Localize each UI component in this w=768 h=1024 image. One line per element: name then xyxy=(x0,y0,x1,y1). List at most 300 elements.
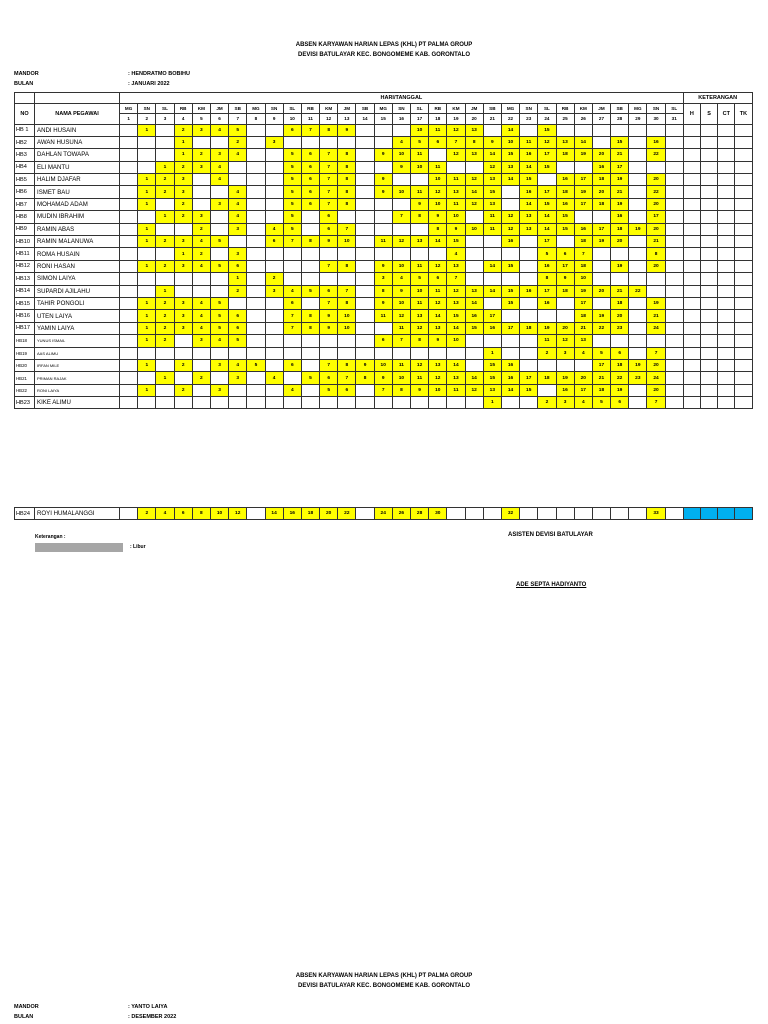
empty-day-cell xyxy=(265,211,283,223)
attendance-mark: 8 xyxy=(411,335,429,347)
empty-day-cell xyxy=(283,136,301,148)
employee-row xyxy=(15,273,753,285)
keterangan-cell xyxy=(735,136,752,148)
attendance-mark: 1 xyxy=(138,124,156,136)
empty-day-cell xyxy=(247,149,265,161)
employee-name: AWAN HUSUNA xyxy=(35,136,120,148)
empty-day-cell xyxy=(556,161,574,173)
employee-no: HB 1 xyxy=(15,124,35,136)
empty-day-cell xyxy=(301,347,319,359)
keterangan-cell xyxy=(718,273,735,285)
keterangan-cell xyxy=(718,285,735,297)
attendance-mark: 5 xyxy=(283,223,301,235)
empty-day-cell xyxy=(611,335,629,347)
empty-day-cell xyxy=(120,186,138,198)
empty-day-cell xyxy=(629,297,647,309)
attendance-mark: 10 xyxy=(338,310,356,322)
attendance-mark: 4 xyxy=(283,285,301,297)
empty-day-cell xyxy=(501,397,519,409)
empty-day-cell xyxy=(301,384,319,396)
attendance-mark: 1 xyxy=(483,397,501,409)
attendance-mark: 12 xyxy=(447,149,465,161)
attendance-mark: 18 xyxy=(574,260,592,272)
empty-day-cell xyxy=(356,198,374,210)
empty-day-cell xyxy=(574,211,592,223)
empty-day-cell xyxy=(665,384,683,396)
attendance-mark: 18 xyxy=(592,174,610,186)
keterangan-cell xyxy=(718,372,735,384)
employee-name: ROYI HUMALANGGI xyxy=(35,508,120,520)
attendance-mark: 3 xyxy=(265,285,283,297)
attendance-mark: 18 xyxy=(301,508,319,520)
empty-day-cell xyxy=(210,223,228,235)
employee-no: HB24 xyxy=(15,508,35,520)
employee-row xyxy=(15,174,753,186)
attendance-mark: 2 xyxy=(156,335,174,347)
keterangan-cell xyxy=(683,260,700,272)
attendance-mark: 10 xyxy=(338,322,356,334)
employee-name: HALIM DJAFAR xyxy=(35,174,120,186)
attendance-mark: 6 xyxy=(429,273,447,285)
keterangan-cell xyxy=(701,372,718,384)
empty-day-cell xyxy=(301,397,319,409)
header-day-name: SL xyxy=(156,103,174,114)
empty-day-cell xyxy=(247,384,265,396)
empty-day-cell xyxy=(120,508,138,520)
document-title-2: ABSEN KARYAWAN HARIAN LEPAS (KHL) PT PALMA GROUP xyxy=(295,973,473,979)
attendance-mark: 3 xyxy=(229,372,247,384)
attendance-mark: 7 xyxy=(338,223,356,235)
empty-day-cell xyxy=(356,124,374,136)
attendance-mark: 16 xyxy=(501,359,519,371)
empty-day-cell xyxy=(356,347,374,359)
attendance-mark: 16 xyxy=(556,174,574,186)
empty-day-cell xyxy=(556,236,574,248)
attendance-mark: 13 xyxy=(483,384,501,396)
empty-day-cell xyxy=(356,136,374,148)
empty-day-cell xyxy=(229,347,247,359)
empty-day-cell xyxy=(411,223,429,235)
empty-day-cell xyxy=(665,297,683,309)
attendance-mark: 9 xyxy=(429,211,447,223)
attendance-mark: 1 xyxy=(174,149,192,161)
attendance-mark: 16 xyxy=(611,211,629,223)
empty-day-cell xyxy=(120,322,138,334)
header-date: 17 xyxy=(411,114,429,125)
attendance-mark: 13 xyxy=(483,198,501,210)
empty-day-cell xyxy=(392,124,410,136)
keterangan-cell xyxy=(683,174,700,186)
keterangan-cell xyxy=(683,397,700,409)
attendance-mark: 9 xyxy=(374,149,392,161)
empty-day-cell xyxy=(174,273,192,285)
empty-day-cell xyxy=(247,335,265,347)
empty-day-cell xyxy=(120,285,138,297)
keterangan-cell xyxy=(718,397,735,409)
empty-day-cell xyxy=(247,248,265,260)
attendance-mark: 18 xyxy=(592,198,610,210)
attendance-mark: 21 xyxy=(647,310,665,322)
empty-day-cell xyxy=(356,260,374,272)
empty-day-cell xyxy=(538,384,556,396)
header-day-name: SL xyxy=(665,103,683,114)
empty-day-cell xyxy=(465,260,483,272)
header-date: 13 xyxy=(338,114,356,125)
empty-day-cell xyxy=(265,310,283,322)
attendance-mark: 2 xyxy=(156,186,174,198)
empty-day-cell xyxy=(283,397,301,409)
attendance-mark: 18 xyxy=(520,322,538,334)
empty-day-cell xyxy=(301,297,319,309)
empty-day-cell xyxy=(520,124,538,136)
employee-name: RONI HASAN xyxy=(35,260,120,272)
empty-day-cell xyxy=(429,248,447,260)
attendance-mark: 8 xyxy=(301,310,319,322)
empty-day-cell xyxy=(647,285,665,297)
header-date: 3 xyxy=(156,114,174,125)
attendance-mark: 5 xyxy=(283,161,301,173)
attendance-mark: 21 xyxy=(574,322,592,334)
empty-day-cell xyxy=(156,124,174,136)
empty-day-cell xyxy=(520,397,538,409)
attendance-mark: 17 xyxy=(538,236,556,248)
header-day-name: MG xyxy=(120,103,138,114)
header-day-name: RB xyxy=(174,103,192,114)
empty-day-cell xyxy=(574,508,592,520)
attendance-mark: 1 xyxy=(138,384,156,396)
attendance-mark: 17 xyxy=(538,186,556,198)
empty-day-cell xyxy=(520,248,538,260)
header-date: 18 xyxy=(429,114,447,125)
employee-no: HB2 xyxy=(15,136,35,148)
bulan-value: : JANUARI 2022 xyxy=(128,81,170,87)
attendance-mark: 3 xyxy=(174,186,192,198)
empty-day-cell xyxy=(411,174,429,186)
employee-row xyxy=(15,310,753,322)
attendance-mark: 13 xyxy=(429,359,447,371)
empty-day-cell xyxy=(265,124,283,136)
empty-day-cell xyxy=(538,310,556,322)
header-nama-pegawai: NAMA PEGAWAI xyxy=(35,103,120,124)
keterangan-cell xyxy=(718,322,735,334)
empty-day-cell xyxy=(392,347,410,359)
attendance-mark: 12 xyxy=(501,211,519,223)
attendance-mark: 8 xyxy=(338,149,356,161)
attendance-mark: 14 xyxy=(501,124,519,136)
attendance-mark: 13 xyxy=(447,186,465,198)
attendance-mark: 3 xyxy=(174,322,192,334)
attendance-mark: 21 xyxy=(611,149,629,161)
empty-day-cell xyxy=(629,149,647,161)
attendance-mark: 3 xyxy=(192,161,210,173)
header-date: 10 xyxy=(283,114,301,125)
attendance-mark: 17 xyxy=(574,174,592,186)
attendance-mark: 12 xyxy=(411,359,429,371)
empty-day-cell xyxy=(429,149,447,161)
attendance-mark: 4 xyxy=(156,508,174,520)
empty-day-cell xyxy=(629,248,647,260)
header-date: 27 xyxy=(592,114,610,125)
attendance-mark: 10 xyxy=(411,161,429,173)
attendance-mark: 21 xyxy=(647,236,665,248)
attendance-mark: 10 xyxy=(429,198,447,210)
attendance-mark: 2 xyxy=(174,384,192,396)
empty-day-cell xyxy=(665,248,683,260)
header-day-name: SB xyxy=(229,103,247,114)
attendance-mark: 3 xyxy=(174,174,192,186)
empty-day-cell xyxy=(265,186,283,198)
keterangan-cell xyxy=(718,136,735,148)
bulan-value-2: : DESEMBER 2022 xyxy=(128,1014,177,1020)
header-ket-tk: TK xyxy=(735,103,752,124)
attendance-mark: 2 xyxy=(538,347,556,359)
employee-name: YUNUS ISMAIL xyxy=(35,335,120,347)
attendance-mark: 19 xyxy=(574,149,592,161)
keterangan-cell xyxy=(718,310,735,322)
keterangan-cell xyxy=(683,372,700,384)
empty-day-cell xyxy=(156,198,174,210)
empty-day-cell xyxy=(611,273,629,285)
attendance-mark: 1 xyxy=(138,297,156,309)
attendance-mark: 18 xyxy=(556,149,574,161)
attendance-mark: 10 xyxy=(374,359,392,371)
attendance-mark: 33 xyxy=(647,508,665,520)
empty-day-cell xyxy=(138,136,156,148)
attendance-mark: 7 xyxy=(320,161,338,173)
attendance-mark: 3 xyxy=(374,273,392,285)
mandor-value: : HENDRATMO BOBIHU xyxy=(128,71,190,77)
attendance-mark: 23 xyxy=(629,372,647,384)
keterangan-cell xyxy=(718,198,735,210)
attendance-mark: 4 xyxy=(210,161,228,173)
attendance-mark: 6 xyxy=(229,260,247,272)
attendance-mark: 11 xyxy=(483,223,501,235)
empty-day-cell xyxy=(265,347,283,359)
empty-day-cell xyxy=(192,384,210,396)
attendance-mark: 15 xyxy=(501,149,519,161)
empty-day-cell xyxy=(629,273,647,285)
empty-day-cell xyxy=(192,198,210,210)
attendance-mark: 15 xyxy=(447,310,465,322)
employee-no: HB10 xyxy=(15,236,35,248)
empty-day-cell xyxy=(483,273,501,285)
employee-row xyxy=(15,161,753,173)
attendance-mark: 15 xyxy=(501,297,519,309)
employee-no: HB20 xyxy=(15,359,35,371)
empty-day-cell xyxy=(156,149,174,161)
empty-day-cell xyxy=(592,335,610,347)
attendance-mark: 15 xyxy=(520,384,538,396)
attendance-mark: 16 xyxy=(520,285,538,297)
attendance-mark: 11 xyxy=(411,372,429,384)
attendance-mark: 9 xyxy=(429,335,447,347)
empty-day-cell xyxy=(447,508,465,520)
attendance-mark: 4 xyxy=(447,248,465,260)
keterangan-cell xyxy=(683,236,700,248)
employee-no: HB19 xyxy=(15,347,35,359)
empty-day-cell xyxy=(574,359,592,371)
keterangan-cell xyxy=(683,384,700,396)
attendance-mark: 4 xyxy=(229,149,247,161)
attendance-mark: 1 xyxy=(156,285,174,297)
header-date: 14 xyxy=(356,114,374,125)
attendance-mark: 3 xyxy=(192,211,210,223)
empty-day-cell xyxy=(356,335,374,347)
empty-day-cell xyxy=(465,397,483,409)
attendance-mark: 12 xyxy=(538,136,556,148)
attendance-mark: 11 xyxy=(411,297,429,309)
empty-day-cell xyxy=(520,310,538,322)
attendance-mark: 15 xyxy=(501,285,519,297)
header-date: 9 xyxy=(265,114,283,125)
keterangan-cell xyxy=(718,359,735,371)
attendance-mark: 4 xyxy=(192,236,210,248)
empty-day-cell xyxy=(229,397,247,409)
attendance-mark: 17 xyxy=(647,211,665,223)
empty-day-cell xyxy=(520,236,538,248)
attendance-mark: 2 xyxy=(229,285,247,297)
attendance-mark: 10 xyxy=(447,211,465,223)
keterangan-cell xyxy=(718,236,735,248)
attendance-mark: 11 xyxy=(411,186,429,198)
employee-name: TAHIR PONGOLI xyxy=(35,297,120,309)
attendance-mark: 19 xyxy=(574,186,592,198)
empty-day-cell xyxy=(520,335,538,347)
header-day-name: SL xyxy=(283,103,301,114)
attendance-mark: 6 xyxy=(320,372,338,384)
header-day-name: RB xyxy=(556,103,574,114)
empty-day-cell xyxy=(374,136,392,148)
empty-day-cell xyxy=(592,260,610,272)
header-ket-ct: CT xyxy=(718,103,735,124)
empty-day-cell xyxy=(174,335,192,347)
attendance-mark: 5 xyxy=(538,248,556,260)
attendance-mark: 19 xyxy=(611,384,629,396)
attendance-mark: 11 xyxy=(447,384,465,396)
empty-day-cell xyxy=(338,248,356,260)
attendance-mark: 1 xyxy=(229,273,247,285)
empty-day-cell xyxy=(210,211,228,223)
attendance-mark: 6 xyxy=(283,297,301,309)
attendance-mark: 10 xyxy=(392,297,410,309)
empty-day-cell xyxy=(247,223,265,235)
attendance-mark: 11 xyxy=(374,236,392,248)
empty-day-cell xyxy=(611,124,629,136)
empty-day-cell xyxy=(665,174,683,186)
attendance-mark: 11 xyxy=(429,124,447,136)
attendance-mark: 12 xyxy=(465,174,483,186)
header-date: 15 xyxy=(374,114,392,125)
attendance-mark: 8 xyxy=(647,248,665,260)
header-day-name: SN xyxy=(647,103,665,114)
empty-day-cell xyxy=(265,384,283,396)
employee-no: HB16 xyxy=(15,310,35,322)
empty-day-cell xyxy=(665,397,683,409)
empty-day-cell xyxy=(501,198,519,210)
attendance-mark: 17 xyxy=(574,297,592,309)
attendance-mark: 15 xyxy=(611,136,629,148)
header-day-name: KM xyxy=(447,103,465,114)
header-day-name: KM xyxy=(320,103,338,114)
employee-name: UTEN LAIYA xyxy=(35,310,120,322)
empty-day-cell xyxy=(447,347,465,359)
keterangan-cell xyxy=(718,260,735,272)
attendance-mark: 24 xyxy=(374,508,392,520)
attendance-mark: 4 xyxy=(392,273,410,285)
attendance-mark: 17 xyxy=(483,310,501,322)
attendance-mark: 9 xyxy=(483,136,501,148)
attendance-mark: 6 xyxy=(174,508,192,520)
attendance-mark: 10 xyxy=(429,174,447,186)
empty-day-cell xyxy=(392,397,410,409)
attendance-mark: 20 xyxy=(574,372,592,384)
keterangan-cell xyxy=(701,285,718,297)
empty-day-cell xyxy=(210,248,228,260)
keterangan-cell xyxy=(735,211,752,223)
attendance-mark: 15 xyxy=(538,198,556,210)
attendance-mark: 5 xyxy=(283,149,301,161)
empty-day-cell xyxy=(120,124,138,136)
empty-day-cell xyxy=(320,335,338,347)
attendance-mark: 21 xyxy=(611,285,629,297)
empty-day-cell xyxy=(374,248,392,260)
employee-no: HB23 xyxy=(15,397,35,409)
attendance-mark: 5 xyxy=(210,297,228,309)
empty-day-cell xyxy=(265,297,283,309)
attendance-mark: 14 xyxy=(429,310,447,322)
attendance-mark: 19 xyxy=(611,174,629,186)
empty-day-cell xyxy=(629,347,647,359)
keterangan-cell xyxy=(683,186,700,198)
keterangan-cell xyxy=(735,198,752,210)
attendance-mark: 12 xyxy=(429,260,447,272)
employee-name: ISMET BAU xyxy=(35,186,120,198)
empty-day-cell xyxy=(665,136,683,148)
attendance-mark: 7 xyxy=(301,124,319,136)
empty-day-cell xyxy=(265,248,283,260)
empty-day-cell xyxy=(120,397,138,409)
keterangan-cell xyxy=(735,273,752,285)
empty-day-cell xyxy=(210,136,228,148)
attendance-mark: 8 xyxy=(338,161,356,173)
empty-day-cell xyxy=(120,384,138,396)
attendance-mark: 28 xyxy=(411,508,429,520)
header-day-name: SB xyxy=(483,103,501,114)
attendance-mark: 6 xyxy=(556,248,574,260)
empty-day-cell xyxy=(156,359,174,371)
empty-day-cell xyxy=(374,347,392,359)
header-day-name: SB xyxy=(356,103,374,114)
empty-day-cell xyxy=(338,397,356,409)
attendance-mark: 11 xyxy=(429,285,447,297)
employee-no: HB8 xyxy=(15,211,35,223)
attendance-mark: 14 xyxy=(501,384,519,396)
attendance-extra-table xyxy=(14,507,753,520)
empty-day-cell xyxy=(374,161,392,173)
empty-day-cell xyxy=(556,297,574,309)
empty-day-cell xyxy=(374,124,392,136)
empty-day-cell xyxy=(629,335,647,347)
attendance-mark: 20 xyxy=(320,508,338,520)
header-date: 20 xyxy=(465,114,483,125)
attendance-mark: 16 xyxy=(283,508,301,520)
header-day-name: MG xyxy=(629,103,647,114)
employee-no: HB17 xyxy=(15,322,35,334)
keterangan-cell xyxy=(701,347,718,359)
attendance-mark: 18 xyxy=(592,384,610,396)
empty-day-cell xyxy=(301,260,319,272)
empty-day-cell xyxy=(138,211,156,223)
